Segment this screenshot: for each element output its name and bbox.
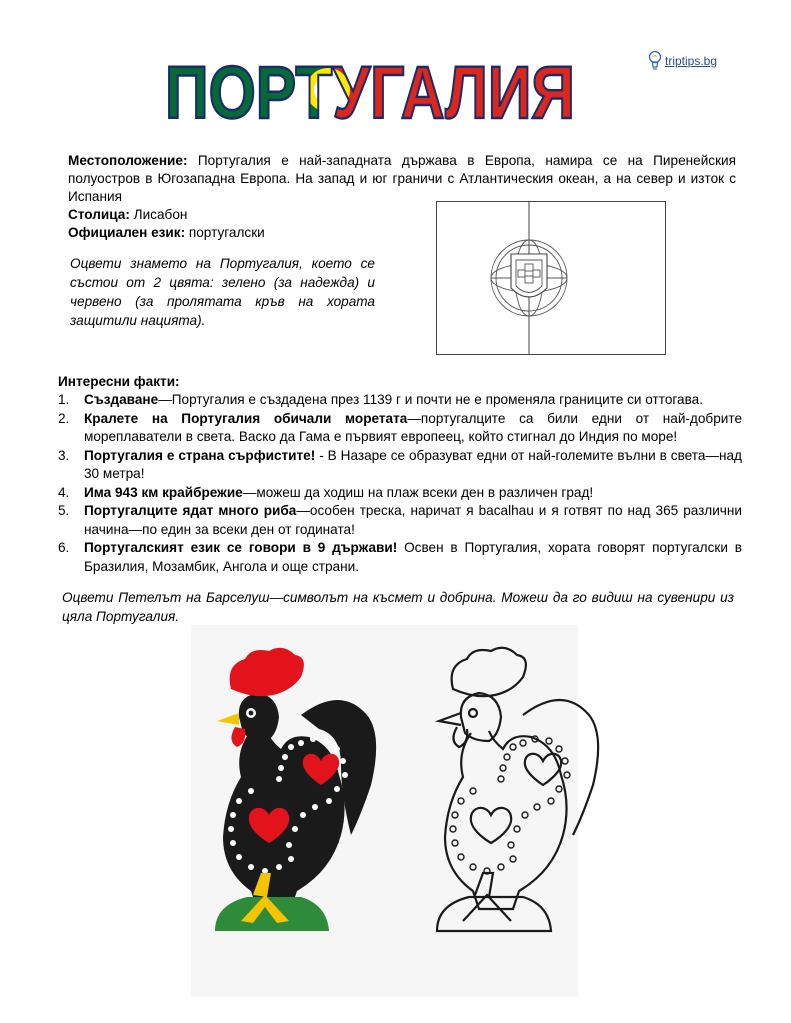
fact-number: 3. <box>58 447 70 463</box>
rooster-colored <box>215 648 376 931</box>
capital-label: Столица: <box>68 207 130 222</box>
fact-item <box>58 502 742 539</box>
fact-title: Португалският език се говори в 9 държави! <box>84 540 398 555</box>
fact-number: 6. <box>58 540 70 555</box>
portugal-flag-outline <box>437 202 665 354</box>
flag-instruction: Оцвети знамето на Португалия, което се състои от 2 цвята: зелено (за надежда) и червено (за пролятата кръв на хората защитили нацията). <box>70 256 375 328</box>
fact-item <box>58 410 742 447</box>
fact-title: Кралете на Португалия обичали моретата <box>84 410 408 426</box>
fact-number: 4. <box>58 484 70 500</box>
facts-heading: Интересни факти: <box>58 374 180 389</box>
location-paragraph <box>68 152 736 206</box>
fact-title: Португалците ядат много риба <box>84 503 297 518</box>
fact-number: 5. <box>58 503 70 518</box>
facts-list <box>58 391 742 576</box>
fact-title: Създаване <box>84 392 159 407</box>
fact-item <box>58 447 742 484</box>
fact-title: Португалия е страна сърфистите! <box>84 447 316 463</box>
lightbulb-icon <box>648 50 662 72</box>
flag-coloring-outline <box>436 201 666 355</box>
fact-text: —Португалия е създадена през 1139 г и почти не е променяла границите си оттогава. <box>158 392 704 407</box>
capital-value: Лисабон <box>133 207 188 222</box>
fact-item <box>58 391 742 410</box>
fact-text: —особен треска, наричат я bacalhau и я готвят по над 365 различни начина—по един за всеки ден от годината! <box>84 503 742 537</box>
fact-item <box>58 484 742 503</box>
page-title-text: ПОРТУГАЛИЯ <box>165 51 575 134</box>
location-label: Местоположение: <box>68 153 188 168</box>
fact-text: - В Назаре се образуват едни от най-големите вълни в света—над 30 метра! <box>84 447 742 481</box>
language-value: португалски <box>188 225 265 240</box>
rooster-outline <box>437 648 598 931</box>
site-logo[interactable] <box>648 50 717 72</box>
language-label: Официален език: <box>68 225 186 240</box>
fact-number: 1. <box>58 392 70 407</box>
logo-text: triptips.bg <box>665 54 718 68</box>
fact-text: —можеш да ходиш на плаж всеки ден в различен град! <box>242 484 594 500</box>
fact-text: —португалците са били едни от най-добрите мореплаватели в света. Васко да Гама е първият европеец, който стигнал до Индия по море! <box>84 410 743 444</box>
fact-text: Освен в Португалия, хората говорят португалски в Бразилия, Мозамбик, Ангола и още страни. <box>84 540 742 574</box>
location-text: Португалия е най-западната държава в Европа, намира се на Пиренейския полуостров в Югозападна Европа. На запад и юг граничи с Атлантическия океан, а на север и изток с Испания <box>68 153 736 204</box>
page-title <box>160 51 580 134</box>
rooster-illustration <box>191 625 578 997</box>
fact-title: Има 943 км крайбрежие <box>84 484 243 500</box>
rooster-instruction: Оцвети Петелът на Барселуш—символът на късмет и добрина. Можеш да го видиш на сувенири из цяла Португалия. <box>62 590 734 624</box>
fact-item <box>58 539 742 576</box>
fact-number: 2. <box>58 410 70 426</box>
